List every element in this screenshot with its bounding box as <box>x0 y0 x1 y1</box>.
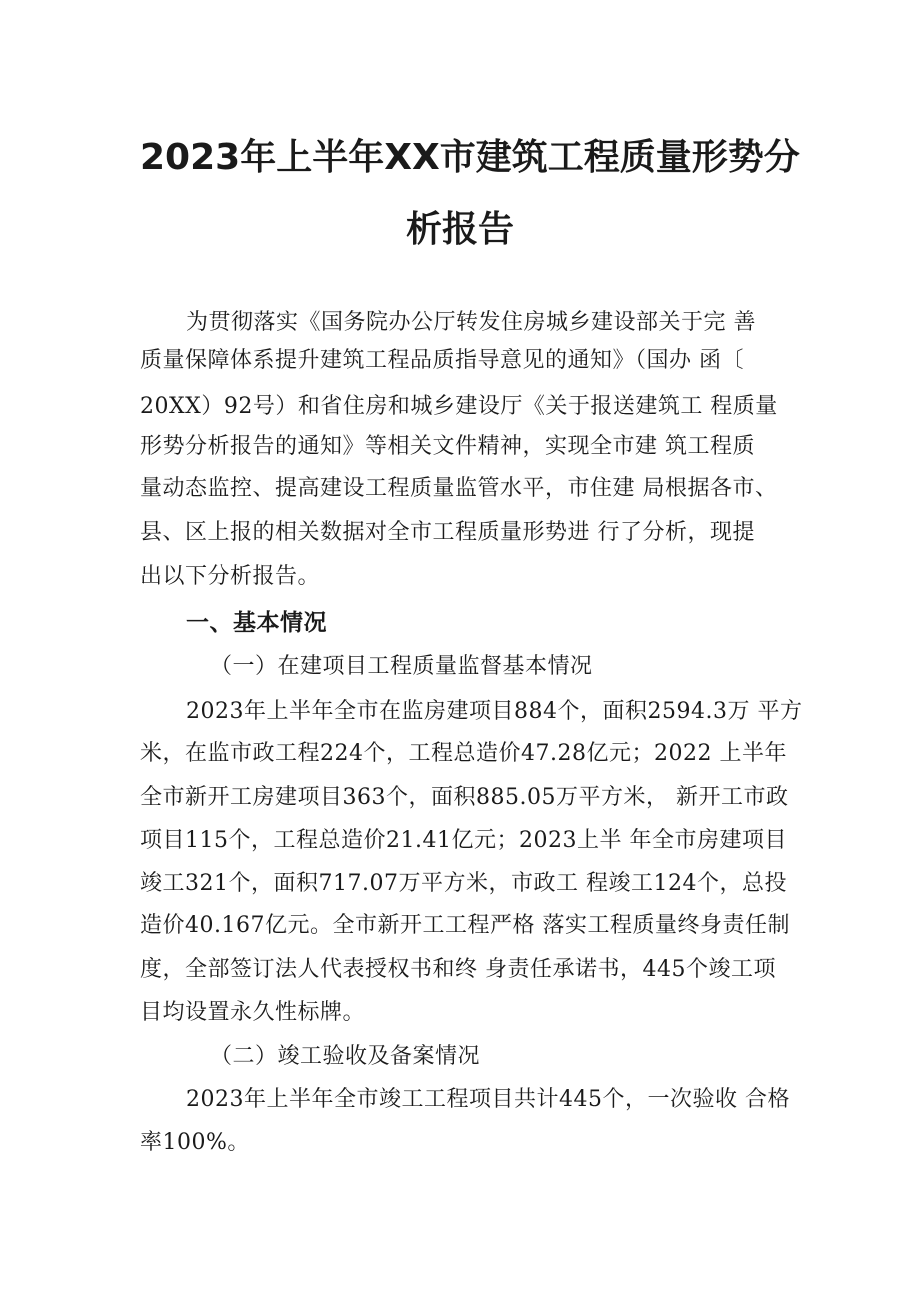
paragraph-line: 率100%。 <box>140 1130 250 1155</box>
paragraph-line: 全市新开工房建项目363个，面积885.05万平方米， 新开工市政 <box>140 785 789 810</box>
section-heading: 一、基本情况 <box>186 610 327 636</box>
paragraph-line: 2023年上半年全市竣工工程项目共计445个，一次验收 合格 <box>186 1087 790 1112</box>
intro-line: 为贯彻落实《国务院办公厅转发住房城乡建设部关于完 善 <box>186 310 756 335</box>
intro-line: 质量保障体系提升建筑工程品质指导意见的通知》（国办 函〔 <box>140 348 744 373</box>
intro-line: 量动态监控、提高建设工程质量监管水平，市住建 局根据各市、 <box>140 476 778 501</box>
paragraph-line: 2023年上半年全市在监房建项目884个，面积2594.3万 平方 <box>186 699 803 724</box>
paragraph-line: 目均设置永久性标牌。 <box>140 1000 366 1025</box>
paragraph-line: 米，在监市政工程224个，工程总造价47.28亿元；2022 上半年 <box>140 741 787 766</box>
document-title-line-2: 析报告 <box>405 209 514 250</box>
paragraph-line: 竣工321个，面积717.07万平方米，市政工 程竣工124个，总投 <box>140 871 787 896</box>
intro-line: 形势分析报告的通知》等相关文件精神，实现全市建 筑工程质 <box>140 434 755 459</box>
intro-line: 县、区上报的相关数据对全市工程质量形势进 行了分析，现提 <box>140 520 755 545</box>
intro-line: 出以下分析报告。 <box>140 564 321 589</box>
subsection-heading: （二）竣工验收及备案情况 <box>210 1044 481 1069</box>
subsection-heading: （一）在建项目工程质量监督基本情况 <box>210 654 593 679</box>
document-title-line-1: 2023年上半年XX市建筑工程质量形势分 <box>140 137 800 178</box>
paragraph-line: 度，全部签订法人代表授权书和终 身责任承诺书，445个竣工项 <box>140 957 776 982</box>
intro-line: 20XX）92号）和省住房和城乡建设厅《关于报送建筑工 程质量 <box>140 394 778 419</box>
paragraph-line: 项目115个，工程总造价21.41亿元；2023上半 年全市房建项目 <box>140 828 787 853</box>
paragraph-line: 造价40.167亿元。全市新开工工程严格 落实工程质量终身责任制 <box>140 913 790 938</box>
